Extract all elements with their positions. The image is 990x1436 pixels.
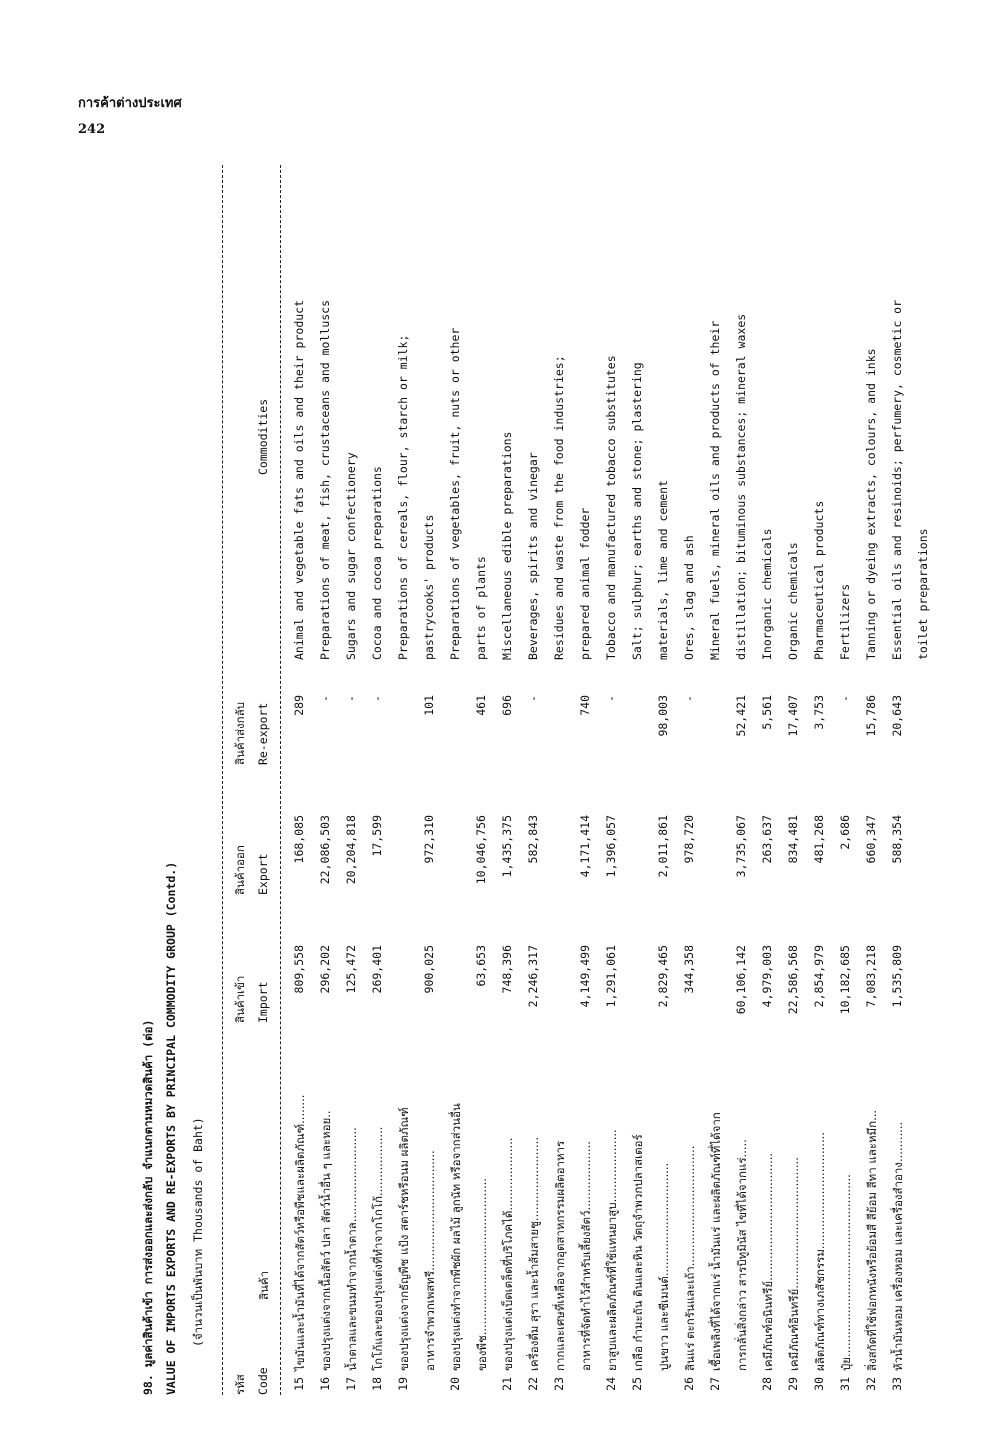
table-row	[500, 165, 526, 1395]
row-code: 21	[500, 1377, 514, 1391]
row-import: 296,202	[318, 945, 332, 994]
row-goods-th: โกโก้และของปรุงแต่งที่ทำจากโกโก้...................	[371, 1126, 385, 1371]
table-row	[890, 165, 916, 1395]
table-row	[604, 165, 630, 1395]
row-commodity-en: Essential oils and resinoids; perfumery, cosmetic or	[890, 299, 904, 660]
row-import: 10,182,685	[838, 945, 852, 1015]
import-header-th: สินค้าเข้า	[233, 975, 247, 1023]
row-code: 26	[682, 1377, 696, 1391]
row-export: 168,085	[292, 815, 306, 864]
header-rule	[280, 165, 281, 1395]
row-import: 4,149,499	[578, 945, 592, 1008]
row-import: 1,291,061	[604, 945, 618, 1008]
row-goods-th: เครื่องดื่ม สุรา และน้ำส้มสายชู.......................	[527, 1137, 541, 1371]
export-header-en: Export	[256, 853, 270, 895]
row-commodity-en: Salt; sulphur; earths and stone; plastering	[630, 362, 644, 660]
row-import: 125,472	[344, 945, 358, 994]
row-code: 33	[890, 1377, 904, 1391]
row-commodity-en: parts of plants	[474, 556, 488, 660]
row-reexport: 289	[292, 695, 306, 716]
table-row	[708, 165, 734, 1395]
row-commodity-en: Tanning or dyeing extracts, colours, and inks	[864, 348, 878, 660]
row-goods-th: หัวน้ำมันหอม เครื่องหอม และเครื่องสำอาง...........	[891, 1121, 905, 1371]
row-export: 4,171,414	[578, 815, 592, 878]
row-code: 17	[344, 1377, 358, 1391]
table-unit: (จำนวนเป็นพันบาท Thousands of Baht)	[191, 1117, 205, 1347]
row-import: 2,829,465	[656, 945, 670, 1008]
row-reexport: 52,421	[734, 695, 748, 737]
table-row	[396, 165, 422, 1395]
row-import: 269,401	[370, 945, 384, 994]
row-commodity-en: prepared animal fodder	[578, 507, 592, 660]
row-import: 344,358	[682, 945, 696, 994]
row-reexport: -	[682, 695, 696, 702]
row-commodity-en: Preparations of vegetables, fruit, nuts or other	[448, 327, 462, 660]
row-goods-th: ของปรุงแต่งจากธัญพืช แป้ง สตาร์ชหรือนม ผลิตภัณฑ์	[397, 1107, 411, 1371]
row-code: 18	[370, 1377, 384, 1391]
row-goods-th: น้ำตาลและขนมทำจากน้ำตาล..........................	[345, 1127, 359, 1371]
row-export: 588,354	[890, 815, 904, 864]
row-commodity-en: Animal and vegetable fats and oils and their product	[292, 299, 306, 660]
table-row	[812, 165, 838, 1395]
row-goods-th: เคมีภัณฑ์อนินทรีย์...................................	[761, 1152, 775, 1371]
row-reexport: 5,561	[760, 695, 774, 730]
reexport-header-th: สินค้าส่งกลับ	[233, 702, 247, 765]
row-reexport: 20,643	[890, 695, 904, 737]
row-export: 978,720	[682, 815, 696, 864]
row-export: 481,268	[812, 815, 826, 864]
row-reexport: -	[344, 695, 358, 702]
row-export: 1,435,375	[500, 815, 514, 878]
row-export: 17,599	[370, 815, 384, 857]
row-import: 22,586,568	[786, 945, 800, 1015]
row-import: 2,854,979	[812, 945, 826, 1008]
row-reexport: -	[370, 695, 384, 702]
row-commodity-en: Preparations of meat, fish, crustaceans and molluscs	[318, 299, 332, 660]
row-code: 19	[396, 1377, 410, 1391]
row-goods-th: เชื้อเพลิงที่ได้จากแร่ น้ำมันแร่ และผลิตภัณฑ์ที่ได้จาก	[709, 1112, 723, 1371]
table-row	[344, 165, 370, 1395]
rotated-table	[140, 165, 930, 1395]
import-header-en: Import	[256, 981, 270, 1023]
row-code: 25	[630, 1377, 644, 1391]
row-code: 32	[864, 1377, 878, 1391]
row-commodity-en: Ores, slag and ash	[682, 535, 696, 660]
row-reexport: 696	[500, 695, 514, 716]
row-commodity-en: distillation; bituminous substances; mineral waxes	[734, 313, 748, 660]
row-commodity-en: pastrycooks' products	[422, 514, 436, 660]
row-export: 972,310	[422, 815, 436, 864]
row-code: 16	[318, 1377, 332, 1391]
row-import: 900,025	[422, 945, 436, 994]
row-reexport: 101	[422, 695, 436, 716]
row-commodity-en: Tobacco and manufactured tobacco substitutes	[604, 355, 618, 660]
table-row	[474, 165, 500, 1395]
row-import: 1,535,809	[890, 945, 904, 1008]
table-row	[838, 165, 864, 1395]
row-import: 63,653	[474, 945, 488, 987]
row-goods-th: กากและเศษที่เหลือจากอุตสาหกรรมผลิตอาหาร	[553, 1140, 567, 1371]
row-code: 31	[838, 1377, 852, 1391]
row-reexport: -	[318, 695, 332, 702]
row-goods-th: ผลิตภัณฑ์ทางเภสัชกรรม................................	[813, 1132, 827, 1371]
code-header-en: Code	[256, 1367, 270, 1395]
row-commodity-en: Inorganic chemicals	[760, 528, 774, 660]
row-goods-th: ของปรุงแต่งเบ็ดเตล็ดที่บริโภคได้....................	[501, 1137, 515, 1371]
export-header-th: สินค้าออก	[233, 845, 247, 895]
row-goods-th: สิ่งสกัดที่ใช้ฟอกหนังหรือย้อมสี สีย้อม สีทา และหมึก...	[865, 1109, 879, 1371]
row-goods-th: ยาสูบและผลิตภัณฑ์ที่ใช้แทนยาสูบ....................	[605, 1129, 619, 1371]
row-commodity-en: Fertilizers	[838, 583, 852, 660]
row-export: 2,011,861	[656, 815, 670, 878]
row-commodity-en: Mineral fuels, mineral oils and products of their	[708, 320, 722, 660]
row-goods-th: ของปรุงแต่งทำจากพืชผัก ผลไม้ ลูกนัท หรือจากส่วนอื่น	[449, 1103, 463, 1371]
row-goods-th: เกลือ กำมะถัน ดินและหิน วัตถุจำพวกปลาสเตอร์	[631, 1134, 645, 1371]
row-commodity-en: materials, lime and cement	[656, 479, 670, 660]
row-reexport: 740	[578, 695, 592, 716]
table-row	[370, 165, 396, 1395]
row-goods-th: การกลั่นสิ่งกล่าว สารบิทูมินัส ไขที่ได้จากแร่.....	[735, 1139, 749, 1371]
table-row	[552, 165, 578, 1395]
table-row	[292, 165, 318, 1395]
row-import: 2,246,317	[526, 945, 540, 1008]
row-export: 263,637	[760, 815, 774, 864]
row-export: 660,347	[864, 815, 878, 864]
page-number: 242	[78, 122, 106, 137]
table-row	[318, 165, 344, 1395]
row-code: 22	[526, 1377, 540, 1391]
table-row	[578, 165, 604, 1395]
table-row	[760, 165, 786, 1395]
row-goods-th: ปูนขาว และซีเมนต์...............................	[657, 1162, 671, 1371]
table-row	[734, 165, 760, 1395]
row-import: 60,106,142	[734, 945, 748, 1015]
row-import: 748,396	[500, 945, 514, 994]
table-title-th: 98. มูลค่าสินค้าเข้า การส่งออกและส่งกลับ จำแนกตามหมวดสินค้า (ต่อ)	[141, 1019, 155, 1395]
row-export: 22,086,503	[318, 815, 332, 885]
goods-header-th: สินค้า	[257, 1270, 271, 1300]
table-row	[682, 165, 708, 1395]
row-import: 4,979,003	[760, 945, 774, 1008]
row-code: 28	[760, 1377, 774, 1391]
row-export: 20,204,818	[344, 815, 358, 885]
row-reexport: 17,407	[786, 695, 800, 737]
row-code: 15	[292, 1377, 306, 1391]
row-export: 10,046,756	[474, 815, 488, 885]
reexport-header-en: Re-export	[256, 702, 270, 765]
table-row	[630, 165, 656, 1395]
row-commodity-en: Cocoa and cocoa preparations	[370, 466, 384, 660]
row-commodity-en: Preparations of cereals, flour, starch or milk;	[396, 334, 410, 660]
row-commodity-en: Miscellaneous edible preparations	[500, 431, 514, 660]
row-goods-th: ของพืช...........................................	[475, 1178, 489, 1371]
table-row	[916, 165, 942, 1395]
row-reexport: -	[604, 695, 618, 702]
table-row	[422, 165, 448, 1395]
row-goods-th: ปุ๋ย..................................................	[839, 1174, 853, 1371]
row-export: 2,686	[838, 815, 852, 850]
row-import: 7,083,218	[864, 945, 878, 1008]
row-reexport: 461	[474, 695, 488, 716]
row-commodity-en: toilet preparations	[916, 528, 930, 660]
row-goods-th: สินแร่ ตะกรันและเถ้า.................................	[683, 1145, 697, 1371]
table-row	[786, 165, 812, 1395]
row-code: 30	[812, 1377, 826, 1391]
row-code: 23	[552, 1377, 566, 1391]
row-goods-th: เคมีภัณฑ์อินทรีย์....................................	[787, 1157, 801, 1371]
row-goods-th: อาหารที่จัดทำไว้สำหรับเลี้ยงสัตว์...................	[579, 1141, 593, 1371]
row-code: 29	[786, 1377, 800, 1391]
section-label: การค้าต่างประเทศ	[78, 96, 182, 111]
row-reexport: -	[526, 695, 540, 702]
row-commodity-en: Sugars and sugar confectionery	[344, 452, 358, 660]
table-row	[526, 165, 552, 1395]
row-commodity-en: Pharmaceutical products	[812, 500, 826, 660]
row-code: 20	[448, 1377, 462, 1391]
row-code: 24	[604, 1377, 618, 1391]
row-commodity-en: Beverages, spirits and vinegar	[526, 452, 540, 660]
row-commodity-en: Organic chemicals	[786, 542, 800, 660]
top-rule	[222, 165, 223, 1395]
row-import: 809,558	[292, 945, 306, 994]
row-commodity-en: Residues and waste from the food industries;	[552, 355, 566, 660]
row-reexport: 98,003	[656, 695, 670, 737]
table-row	[656, 165, 682, 1395]
row-reexport: 3,753	[812, 695, 826, 730]
row-goods-th: อาหารจำพวกเพสทรี.................................	[423, 1150, 437, 1371]
row-export: 582,843	[526, 815, 540, 864]
row-goods-th: ไขมันและน้ำมันที่ได้จากสัตว์หรือพืชและผลิตภัณฑ์........	[293, 1094, 307, 1371]
row-export: 1,396,057	[604, 815, 618, 878]
code-header-th: รหัส	[233, 1374, 247, 1395]
row-code: 27	[708, 1377, 722, 1391]
row-export: 3,735,067	[734, 815, 748, 878]
row-goods-th: ของปรุงแต่งจากเนื้อสัตว์ ปลา สัตว์น้ำอื่น ๆ และหอย..	[319, 1110, 333, 1371]
row-reexport: 15,786	[864, 695, 878, 737]
table-row	[864, 165, 890, 1395]
table-row	[448, 165, 474, 1395]
row-reexport: -	[838, 695, 852, 702]
table-title-en: VALUE OF IMPORTS EXPORTS AND RE-EXPORTS BY PRINCIPAL COMMODITY GROUP (Contd.)	[164, 861, 178, 1395]
row-export: 834,481	[786, 815, 800, 864]
commodities-header: Commodities	[256, 398, 270, 475]
